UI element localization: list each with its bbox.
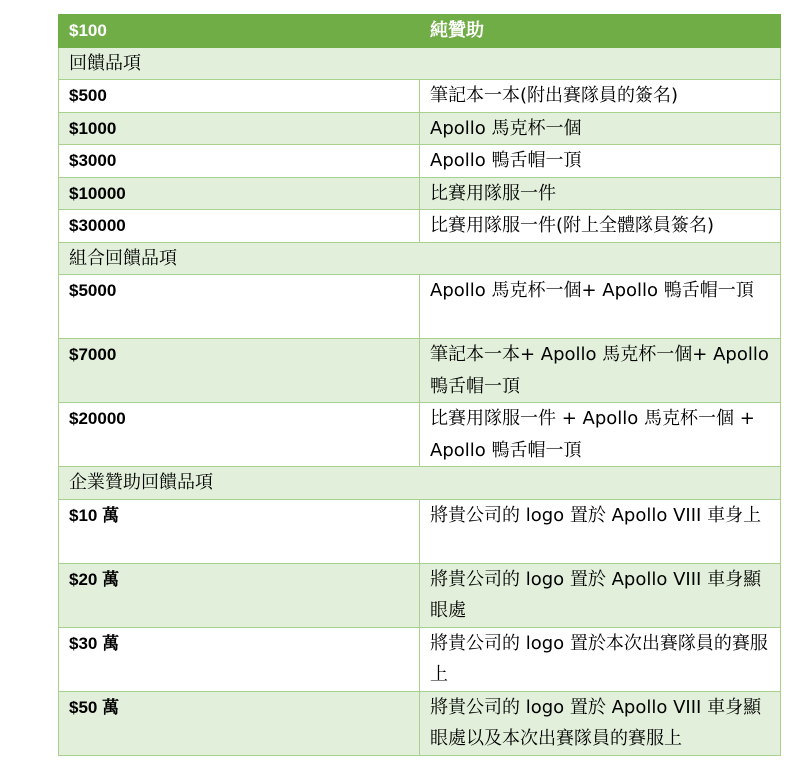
amount-cell: $30 萬 [59, 627, 420, 691]
sponsorship-table-container [58, 14, 780, 756]
table-row [59, 145, 781, 178]
header-amount: $100 [59, 15, 420, 48]
amount-cell: $5000 [59, 275, 420, 339]
amount-cell: $500 [59, 80, 420, 113]
sponsorship-table [58, 14, 781, 756]
section-row [59, 467, 781, 500]
section-title: 組合回饋品項 [59, 242, 781, 275]
table-row [59, 627, 781, 691]
reward-cell: Apollo 馬克杯一個+ Apollo 鴨舌帽一頂 [420, 275, 781, 339]
reward-cell: 將貴公司的 logo 置於 Apollo VIII 車身上 [420, 499, 781, 563]
section-title: 回饋品項 [59, 47, 781, 80]
reward-cell: 比賽用隊服一件(附上全體隊員簽名) [420, 210, 781, 243]
reward-cell: 將貴公司的 logo 置於 Apollo VIII 車身顯眼處以及本次出賽隊員的賽服上 [420, 691, 781, 755]
amount-cell: $10 萬 [59, 499, 420, 563]
amount-cell: $1000 [59, 112, 420, 145]
amount-cell: $3000 [59, 145, 420, 178]
reward-cell: 將貴公司的 logo 置於 Apollo VIII 車身顯眼處 [420, 563, 781, 627]
section-row [59, 242, 781, 275]
table-row [59, 177, 781, 210]
table-row [59, 499, 781, 563]
reward-cell: 筆記本一本(附出賽隊員的簽名) [420, 80, 781, 113]
amount-cell: $10000 [59, 177, 420, 210]
amount-cell: $7000 [59, 339, 420, 403]
table-row [59, 403, 781, 467]
table-row [59, 210, 781, 243]
reward-cell: 比賽用隊服一件 [420, 177, 781, 210]
reward-cell: 將貴公司的 logo 置於本次出賽隊員的賽服上 [420, 627, 781, 691]
section-title: 企業贊助回饋品項 [59, 467, 781, 500]
amount-cell: $20000 [59, 403, 420, 467]
table-row [59, 275, 781, 339]
amount-cell: $20 萬 [59, 563, 420, 627]
table-row [59, 339, 781, 403]
table-row [59, 80, 781, 113]
amount-cell: $50 萬 [59, 691, 420, 755]
section-row [59, 47, 781, 80]
amount-cell: $30000 [59, 210, 420, 243]
reward-cell: Apollo 鴨舌帽一頂 [420, 145, 781, 178]
header-label: 純贊助 [420, 15, 781, 48]
reward-cell: 筆記本一本+ Apollo 馬克杯一個+ Apollo 鴨舌帽一頂 [420, 339, 781, 403]
table-row [59, 112, 781, 145]
table-header-row [59, 15, 781, 48]
reward-cell: 比賽用隊服一件 + Apollo 馬克杯一個 + Apollo 鴨舌帽一頂 [420, 403, 781, 467]
table-row [59, 691, 781, 755]
reward-cell: Apollo 馬克杯一個 [420, 112, 781, 145]
table-row [59, 563, 781, 627]
